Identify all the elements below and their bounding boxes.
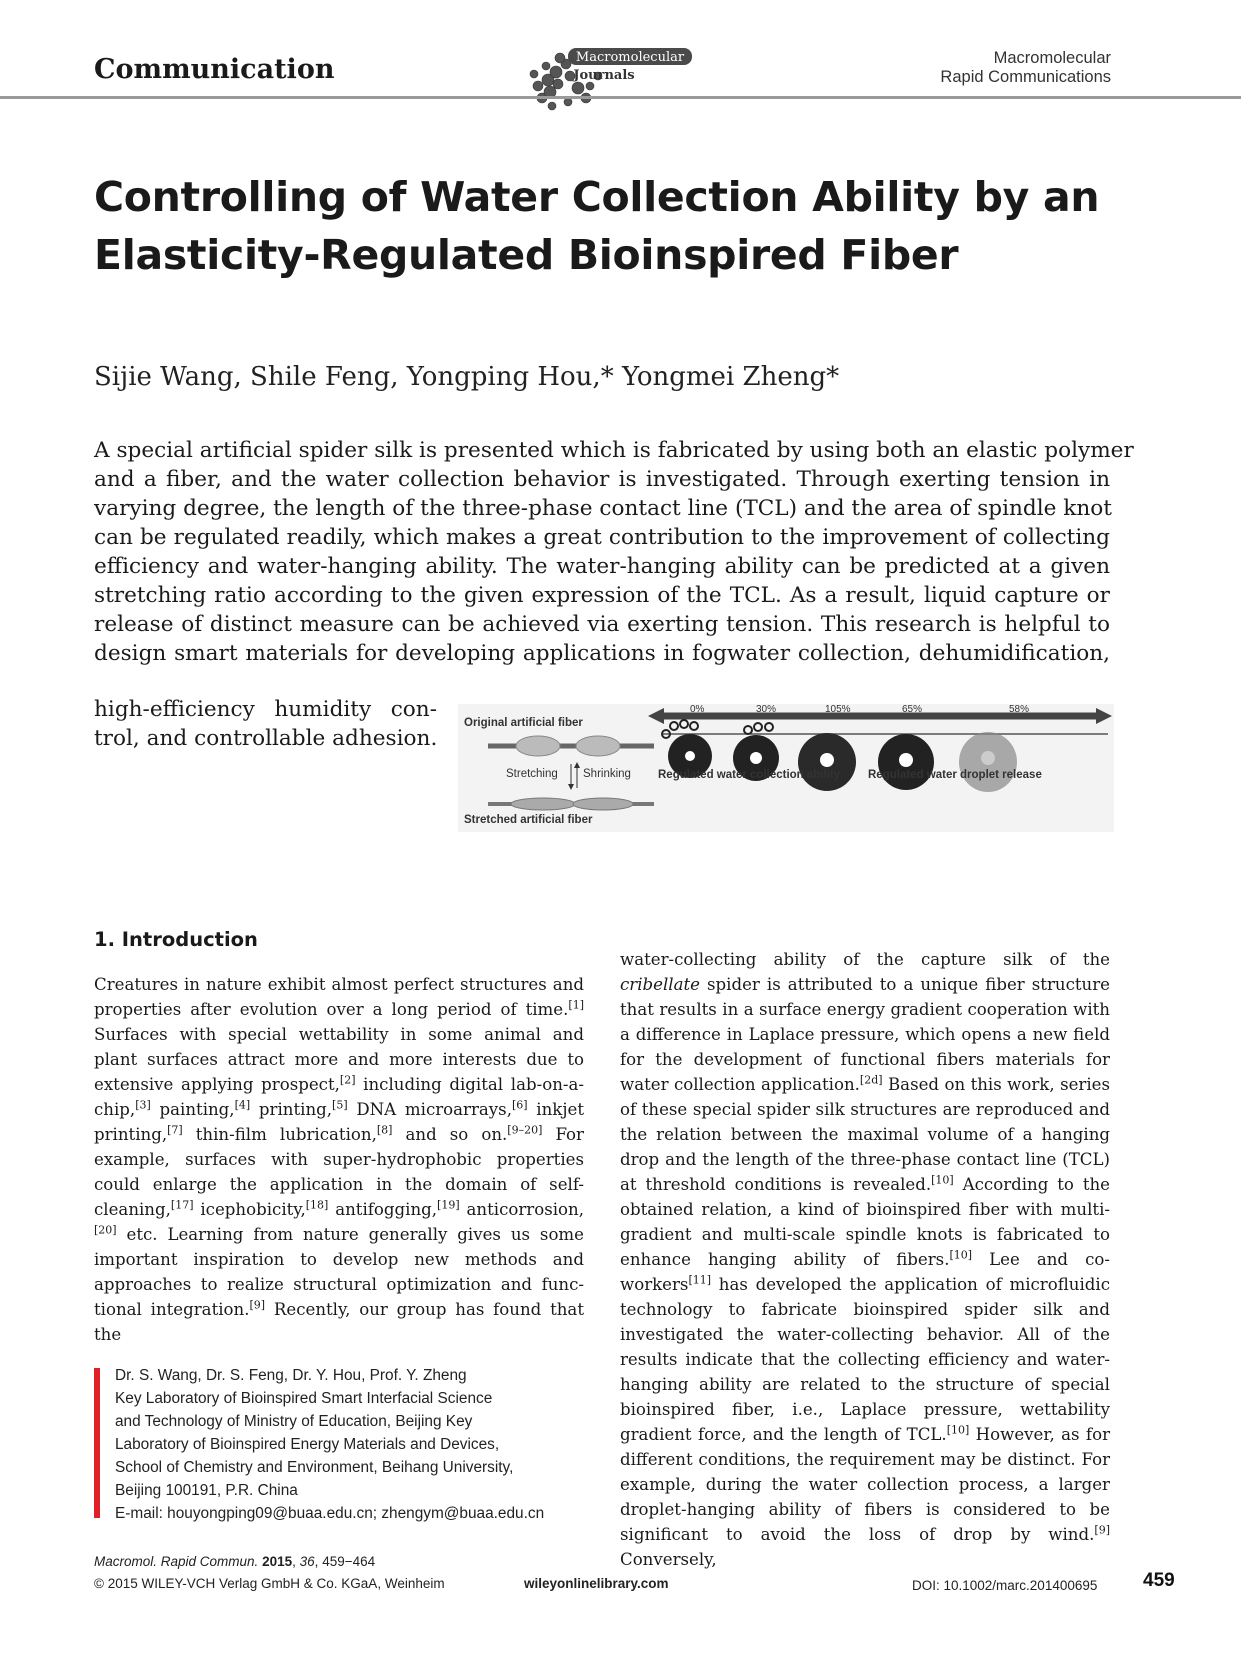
journal-name <box>940 49 1111 87</box>
footer-journal-abbrev: Macromol. Rapid Commun. <box>94 1554 259 1569</box>
percentage-label: 105% <box>825 704 851 715</box>
footer-copyright: © 2015 WILEY-VCH Verlag GmbH & Co. KGaA, Weinheim <box>94 1576 445 1591</box>
affiliation-email[interactable]: E-mail: houyongping09@buaa.edu.cn; zhengym@buaa.edu.cn <box>115 1505 545 1522</box>
abstract-line: stretching ratio according to the given expression of the TCL. As a result, liquid capture or <box>94 583 1110 608</box>
percentage-label: 65% <box>902 704 923 715</box>
percentage-label: 30% <box>756 704 777 715</box>
abstract-line: can be regulated readily, which makes a great contribution to the improvement of collecting <box>94 525 1110 550</box>
abstract-line: high-efficiency humidity con- <box>94 697 437 722</box>
footer-website-link[interactable]: wileyonlinelibrary.com <box>524 1576 669 1591</box>
stretched-knot <box>573 798 633 810</box>
abstract-line: efficiency and water-hanging ability. The water-hanging ability can be predicted at a given <box>94 554 1110 579</box>
title-line-1: Controlling of Water Collection Ability by an <box>94 173 1100 221</box>
label-stretched-fiber: Stretched artificial fiber <box>464 814 593 826</box>
journal-name-line-1: Macromolecular <box>993 49 1111 67</box>
title-line-2: Elasticity-Regulated Bioinspired Fiber <box>94 231 959 279</box>
footer-year: 2015 <box>262 1554 293 1569</box>
article-title <box>94 168 1144 284</box>
droplet-highlight <box>685 751 695 761</box>
logo-text-macromolecular: Macromolecular <box>575 50 685 65</box>
droplet-highlight <box>820 753 834 767</box>
droplet-highlight <box>899 753 913 767</box>
affiliation-line: Key Laboratory of Bioinspired Smart Interfacial Science <box>115 1390 493 1407</box>
abstract-line: and a fiber, and the water collection behavior is investigated. Through exerting tension in <box>94 467 1110 492</box>
abstract-line: trol, and controllable adhesion. <box>94 726 438 751</box>
label-stretching: Stretching <box>506 768 558 780</box>
caption-release: Regulated water droplet release <box>868 769 1042 781</box>
percentage-label: 58% <box>1009 704 1030 715</box>
footer-pages: 459−464 <box>322 1554 376 1569</box>
affiliation-accent-bar <box>94 1368 100 1518</box>
stretched-knot <box>511 798 575 810</box>
caption-collection: Regulated water collection ability <box>658 769 841 781</box>
abstract-line: design smart materials for developing applications in fogwater collection, dehumidification, <box>94 641 1110 666</box>
journal-name-line-2: Rapid Communications <box>940 68 1111 86</box>
droplet-highlight <box>981 751 995 765</box>
abstract-line: varying degree, the length of the three-phase contact line (TCL) and the area of spindle knot <box>94 496 1112 521</box>
label-original-fiber: Original artificial fiber <box>464 717 583 729</box>
header-rule <box>0 96 1241 99</box>
footer-citation: Macromol. Rapid Commun. 2015, 36, 459−464 <box>94 1554 376 1569</box>
author-list: Sijie Wang, Shile Feng, Yongping Hou,* Yongmei Zheng* <box>94 362 840 392</box>
affiliation-line: School of Chemistry and Environment, Beihang University, <box>115 1459 514 1476</box>
affiliation-block <box>115 1364 544 1525</box>
abstract-line: A special artificial spider silk is presented which is fabricated by using both an elastic polymer <box>94 438 1134 463</box>
affiliation-line: Beijing 100191, P.R. China <box>115 1482 298 1499</box>
affiliation-line: and Technology of Ministry of Education, Beijing Key <box>115 1413 473 1430</box>
page-number: 459 <box>1143 1570 1175 1591</box>
intro-heading: 1. Introduction <box>94 928 258 951</box>
journal-logo <box>520 36 700 116</box>
intro-right-column: water-collecting ability of the capture silk of the cribellate spider is attributed to a unique fiber structure that results in a surface energy gradient cooperation with a difference in Laplace pressure, which opens a new field for the development of functional fibers materials for water collection application.[2d] Based on this work, series of these special spider silk structures are reproduced and the relation between the maximal volume of a hanging drop and the length of the three-phase contact line (TCL) at threshold conditions is revealed.[10] According to the obtained relation, a kind of bioinspired fiber with multi-gradient and multi-scale spindle knots is fabricated to enhance hanging ability of fibers.[10] Lee and co-workers[11] has developed the application of microfluidic technology to fabricate bioinspired spider silk and investigated the water-collecting behavior. All of the results indicate that the collecting efficiency and water-hanging ability are related to the structure of special bioinspired fiber, i.e., Laplace pressure, wettability gradient force, and the length of TCL.[10] However, as for different conditions, the requirement may be distinct. For example, during the water collection process, a larger droplet-hanging ability of fibers is considered to be significant to avoid the loss of drop by wind.[9] Conversely, <box>620 950 1111 1569</box>
droplet-highlight <box>750 752 762 764</box>
affiliation-line: Laboratory of Bioinspired Energy Materials and Devices, <box>115 1436 500 1453</box>
label-shrinking: Shrinking <box>583 768 631 780</box>
affiliation-line: Dr. S. Wang, Dr. S. Feng, Dr. Y. Hou, Prof. Y. Zheng <box>115 1367 467 1384</box>
footer-doi[interactable]: DOI: 10.1002/marc.201400695 <box>912 1578 1098 1593</box>
abstract-line: release of distinct measure can be achieved via exerting tension. This research is helpful to <box>94 612 1110 637</box>
spindle-knot <box>576 736 620 756</box>
footer-volume: 36 <box>299 1554 315 1569</box>
section-label: Communication <box>94 54 335 85</box>
spindle-knot <box>516 736 560 756</box>
logo-text-journals: Journals <box>573 68 635 83</box>
toc-figure <box>458 704 1114 832</box>
percentage-label: 0% <box>690 704 705 715</box>
intro-left-column: Creatures in nature exhibit almost perfect structures and properties after evolution over a long period of time.[1] Surfaces with special wettability in some animal and plant surfaces attract more and more interests due to extensive applying prospect,[2] including digital lab-on-a-chip,[3] painting,[4] printing,[5] DNA microarrays,[6] inkjet printing,[7] thin-film lubrication,[8] and so on.[9–20] For example, surfaces with super-hydrophobic properties could enlarge the application in the domain of self-cleaning,[17] icephobicity,[18] antifogging,[19] anticorrosion,[20] etc. Learning from nature generally gives us some important inspiration to develop new methods and approaches to realize structural optimization and functional integration.[9] Recently, our group has found that the <box>94 975 584 1344</box>
